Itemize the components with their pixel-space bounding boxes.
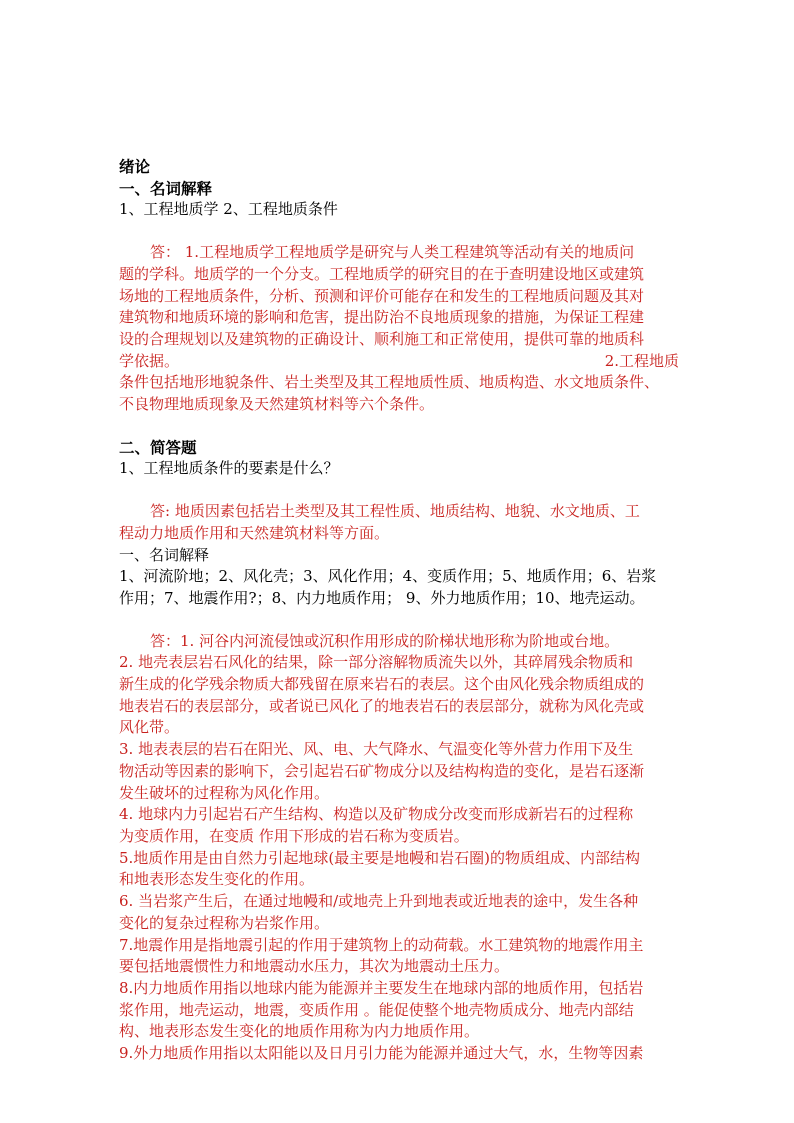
answer-line: 风化带。 [119, 718, 180, 737]
answer-text: 2.工程地质 [604, 351, 679, 370]
answer-item [119, 891, 679, 934]
answer-item [119, 1043, 679, 1065]
answer-line: 不良物理地质现象及天然建筑材料等六个条件。 [119, 395, 435, 414]
answer-line: 6. 当岩浆产生后，在通过地幔和/或地壳上升到地表或近地表的途中，发生各种 [119, 892, 639, 911]
answer-line: 答: 地质因素包括岩土类型及其工程性质、地质结构、地貌、水文地质、工 [150, 502, 640, 521]
question: 1、工程地质条件的要素是什么？ [119, 459, 339, 478]
answer-item [119, 935, 679, 978]
answer-line: 建筑物和地质环境的影响和危害，提出防治不良地质现象的措施，为保证工程建 [119, 308, 645, 327]
answer-line: 和地表形态发生变化的作用。 [119, 870, 315, 889]
answer-line: 5.地质作用是由自然力引起地球(最主要是地幔和岩石圈)的物质组成、内部结构 [119, 848, 641, 867]
answer-line: 变化的复杂过程称为岩浆作用。 [119, 913, 330, 932]
answer-line: 程动力地质作用和天然建筑材料等方面。 [119, 523, 390, 542]
answer-line: 答： 1.工程地质学工程地质学是研究与人类工程建筑等活动有关的地质问 [150, 243, 635, 262]
answer-line: 题的学科。地质学的一个分支。工程地质学的研究目的在于查明建设地区或建筑 [119, 264, 645, 283]
answer-line: 8.内力地质作用指以地球内能为能源并主要发生在地球内部的地质作用，包括岩 [119, 978, 644, 997]
answer-block [119, 242, 679, 416]
answer-line: 地表岩石的表层部分，或者说已风化了的地表岩石的表层部分，就称为风化壳或 [119, 696, 645, 715]
qa-answer [119, 501, 679, 544]
answer-line: 4. 地球内力引起岩石产生结构、构造以及矿物成分改变而形成新岩石的过程称 [119, 805, 634, 824]
answer-item [119, 978, 679, 1043]
answer-line: 发生破坏的过程称为风化作用。 [119, 783, 330, 802]
terms-list: 1、工程地质学 2、工程地质条件 [119, 200, 338, 219]
answer-line: 构、地表形态发生变化的地质作用称为内力地质作用。 [119, 1022, 480, 1041]
answer-line [119, 351, 679, 373]
heading-short-answer: 二、简答题 [119, 437, 197, 457]
answer-line: 为变质作用，在变质 作用下形成的岩石称为变质岩。 [119, 826, 469, 845]
answer-item [119, 652, 679, 739]
answer-line: 物活动等因素的影响下，会引起岩石矿物成分以及结构构造的变化，是岩石逐渐 [119, 761, 645, 780]
answer-line: 浆作用，地壳运动，地震，变质作用 。能促使整个地壳物质成分、地壳内部结 [119, 1000, 634, 1019]
answer-item [119, 804, 679, 847]
answers-block [119, 631, 679, 1065]
document-page [119, 156, 679, 1065]
terms-line: 1、河流阶地；2、风化壳；3、风化作用；4、变质作用；5、地质作用；6、岩浆 [119, 567, 657, 586]
answer-line: 3. 地表表层的岩石在阳光、风、电、大气降水、气温变化等外营力作用下及生 [119, 740, 634, 759]
answer-item [119, 848, 679, 891]
answer-line: 新生成的化学残余物质大都残留在原来岩石的表层。这个由风化残余物质组成的 [119, 675, 645, 694]
answer-line: 条件包括地形地貌条件、岩土类型及其工程地质性质、地质构造、水文地质条件、 [119, 373, 660, 392]
answer-line: 设的合理规划以及建筑物的正确设计、顺利施工和正常使用，提供可靠的地质科 [119, 329, 645, 348]
answer-line: 要包括地震惯性力和地震动水压力，其次为地震动土压力。 [119, 957, 510, 976]
answer-line: 7.地震作用是指地震引起的作用于建筑物上的动荷载。水工建筑物的地震作用主 [119, 935, 644, 954]
answer-line: 9.外力地质作用指以太阳能以及日月引力能为能源并通过大气，水，生物等因素 [119, 1044, 644, 1063]
heading-definitions-2: 一、名词解释 [119, 545, 210, 564]
answer-text: 学依据。 [119, 351, 180, 370]
answer-line: 答：1. 河谷内河流侵蚀或沉积作用形成的阶梯状地形称为阶地或台地。 [150, 631, 620, 650]
answer-line: 场地的工程地质条件，分析、预测和评价可能存在和发生的工程地质问题及其对 [119, 286, 645, 305]
answer-item [119, 739, 679, 804]
heading-definitions: 一、名词解释 [119, 178, 213, 198]
terms-line: 作用；7、地震作用?；8、内力地质作用； 9、外力地质作用；10、地壳运动。 [119, 588, 645, 607]
answer-line: 2. 地壳表层岩石风化的结果，除一部分溶解物质流失以外，其碎屑残余物质和 [119, 653, 634, 672]
section-title: 绪论 [119, 157, 151, 176]
